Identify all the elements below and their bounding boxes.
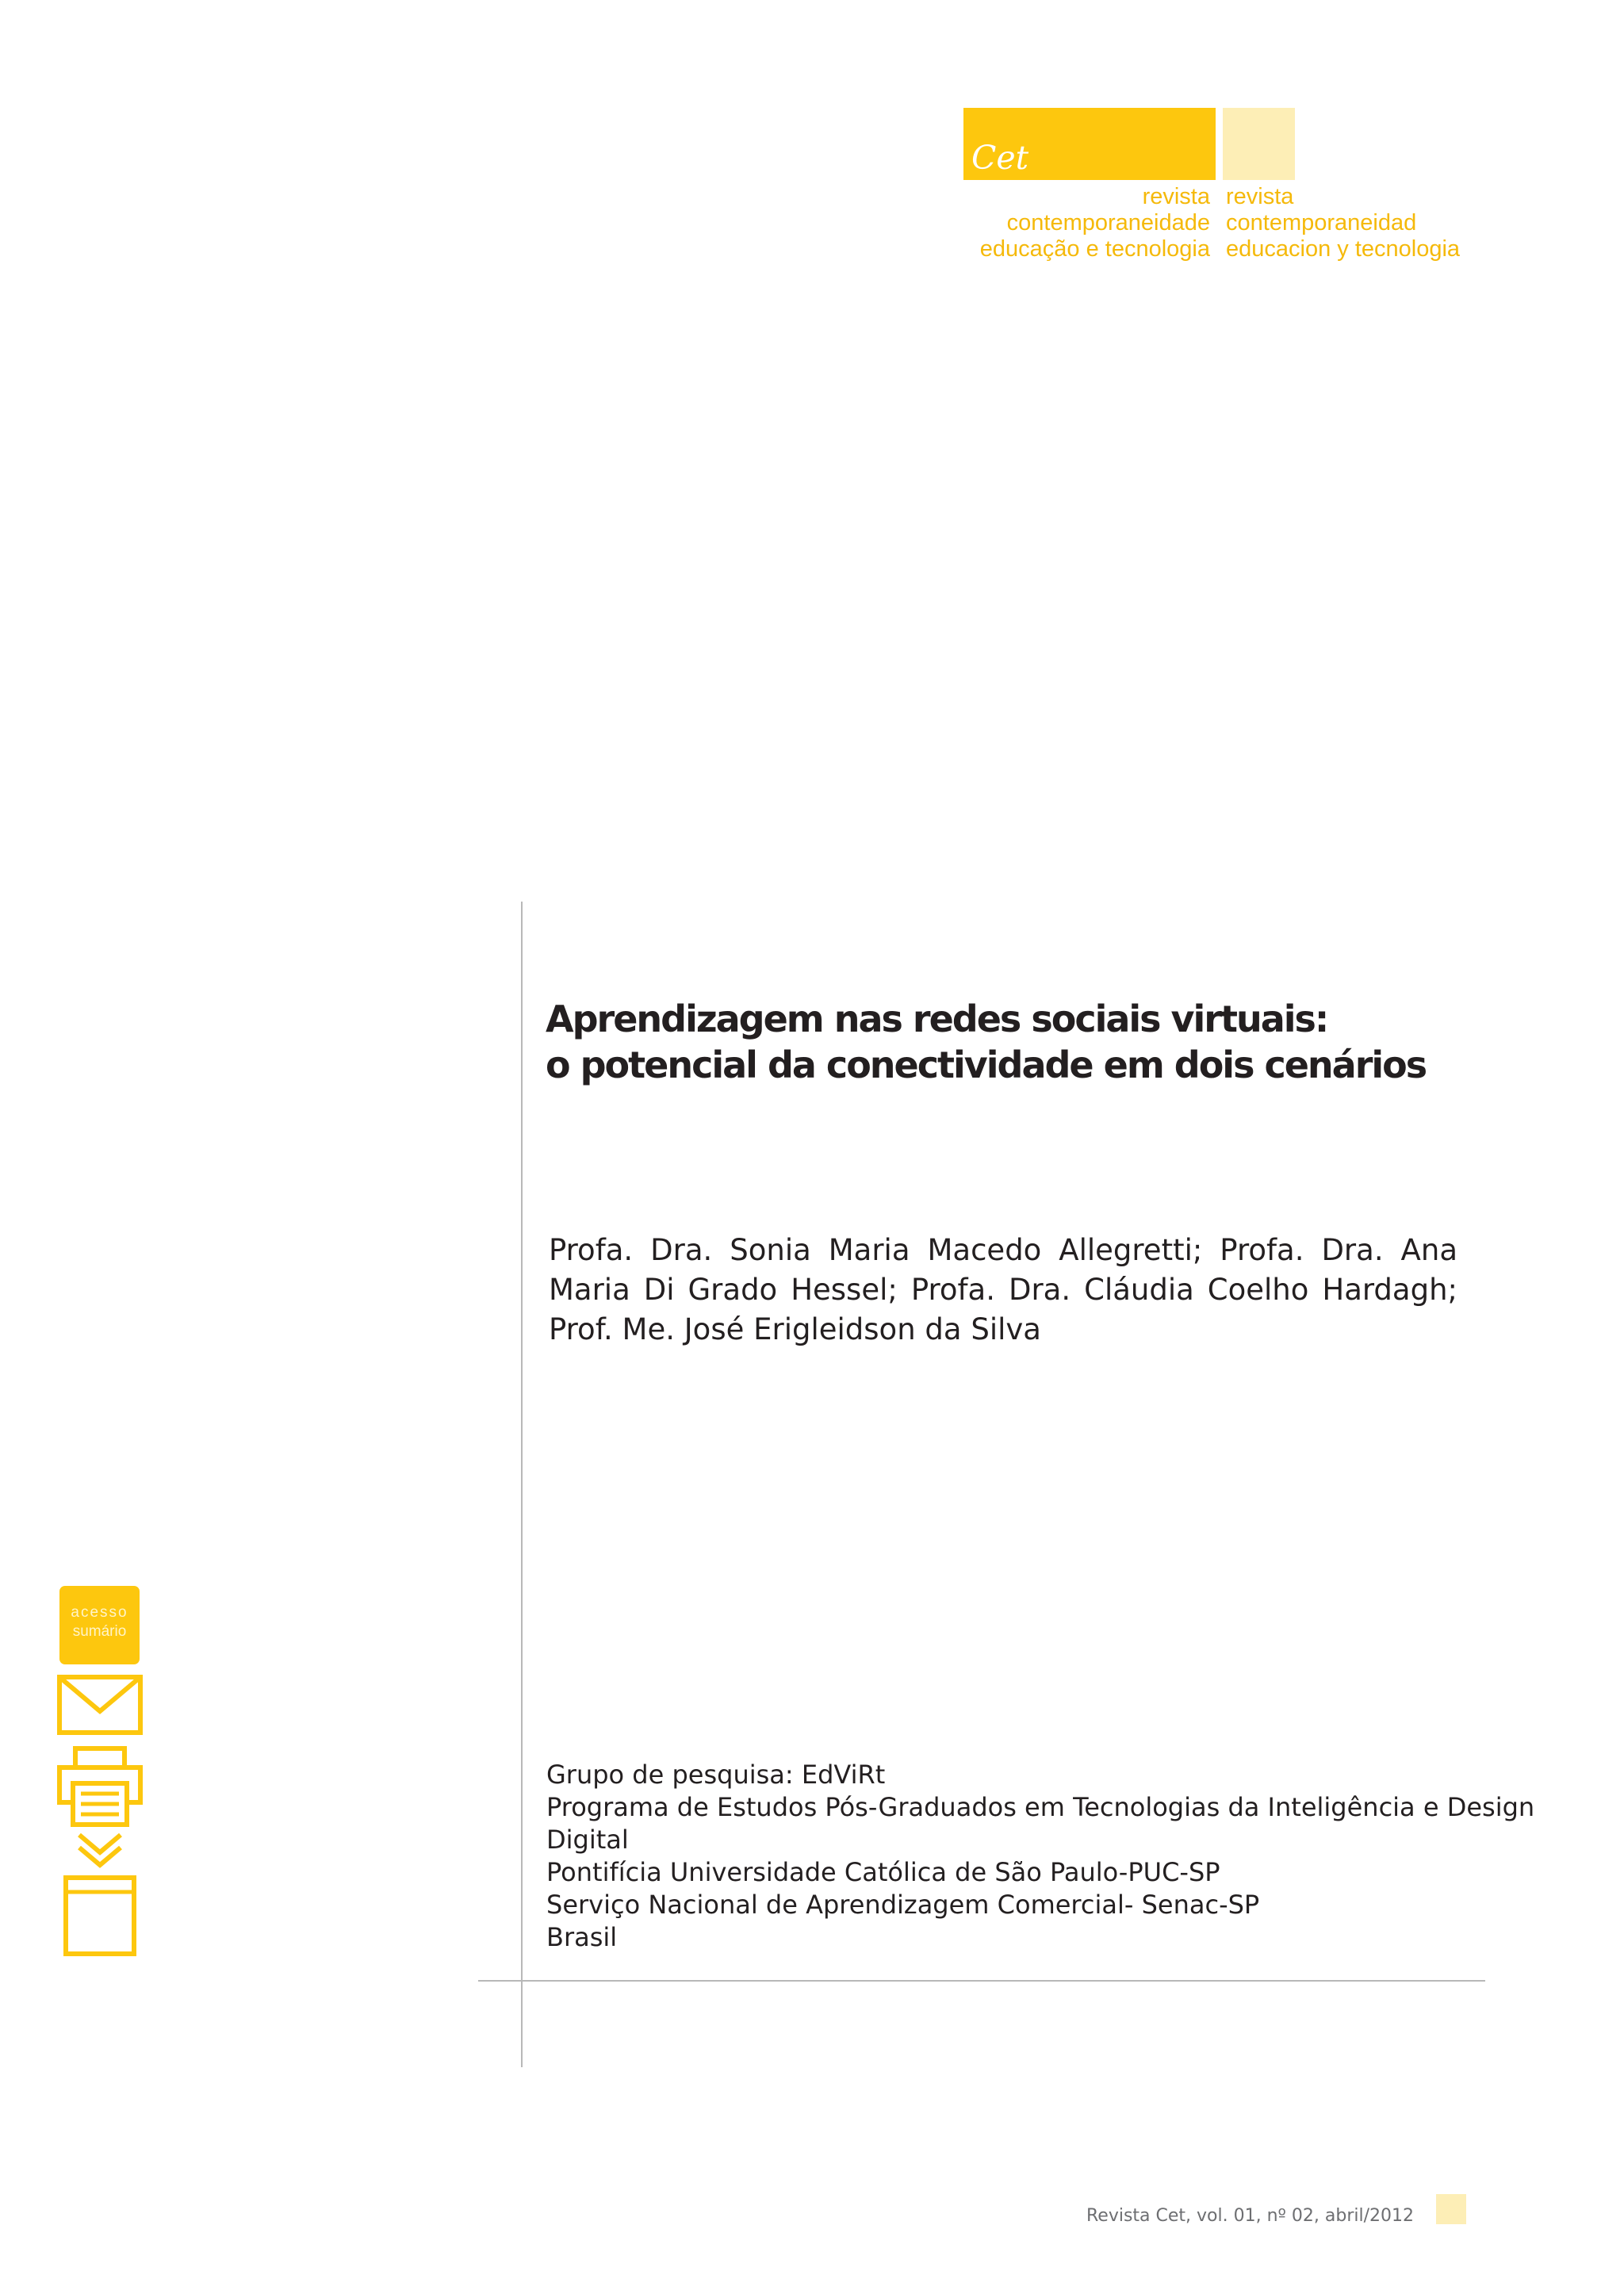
- horizontal-divider: [478, 1980, 1485, 1982]
- article-title-line: o potencial da conectividade em dois cenários: [546, 1044, 1427, 1086]
- vertical-divider: [521, 902, 523, 2067]
- tagline-spanish: [1226, 184, 1460, 262]
- article-title-line: Aprendizagem nas redes sociais virtuais:: [546, 998, 1328, 1040]
- acesso-label: acesso: [71, 1604, 128, 1621]
- article-title: [546, 996, 1497, 1088]
- logo-block-light: [1223, 108, 1295, 180]
- download-icon[interactable]: [62, 1832, 138, 1959]
- footer-citation: Revista Cet, vol. 01, nº 02, abril/2012: [1086, 2206, 1414, 2226]
- affiliation-line: Brasil: [546, 1922, 618, 1952]
- footer-marker: [1436, 2194, 1466, 2224]
- tagline-portuguese: [980, 184, 1210, 262]
- affiliation-line: Serviço Nacional de Aprendizagem Comercial- Senac-SP: [546, 1890, 1260, 1920]
- tagline-pt-line: educação e tecnologia: [979, 236, 1210, 262]
- tagline-pt-line: revista: [1142, 184, 1210, 209]
- sumario-label: sumário: [72, 1623, 127, 1640]
- acesso-sumario-button[interactable]: [59, 1586, 140, 1664]
- tagline-es-line: revista: [1226, 184, 1294, 209]
- printer-icon[interactable]: [57, 1746, 143, 1827]
- tagline-es-line: educacion y tecnologia: [1226, 236, 1461, 262]
- tagline-pt-line: contemporaneidade: [1006, 210, 1210, 236]
- envelope-icon[interactable]: [57, 1675, 143, 1735]
- journal-logo-text: Cet: [971, 139, 1029, 177]
- affiliation-line: Digital: [546, 1825, 629, 1855]
- affiliation-line: Grupo de pesquisa: EdViRt: [546, 1760, 886, 1790]
- author-list: Profa. Dra. Sonia Maria Macedo Allegretti; Profa. Dra. Ana Maria Di Grado Hessel; Profa. Dra. Cláudia Coelho Hardagh; Prof. Me. José Erigleidson da Silva: [549, 1233, 1457, 1346]
- affiliation-line: Pontifícia Universidade Católica de São Paulo-PUC-SP: [546, 1857, 1220, 1887]
- affiliation-line: Programa de Estudos Pós-Graduados em Tecnologias da Inteligência e Design: [546, 1792, 1535, 1822]
- tagline-es-line: contemporaneidad: [1226, 210, 1417, 236]
- affiliation-block: [546, 1759, 1535, 1954]
